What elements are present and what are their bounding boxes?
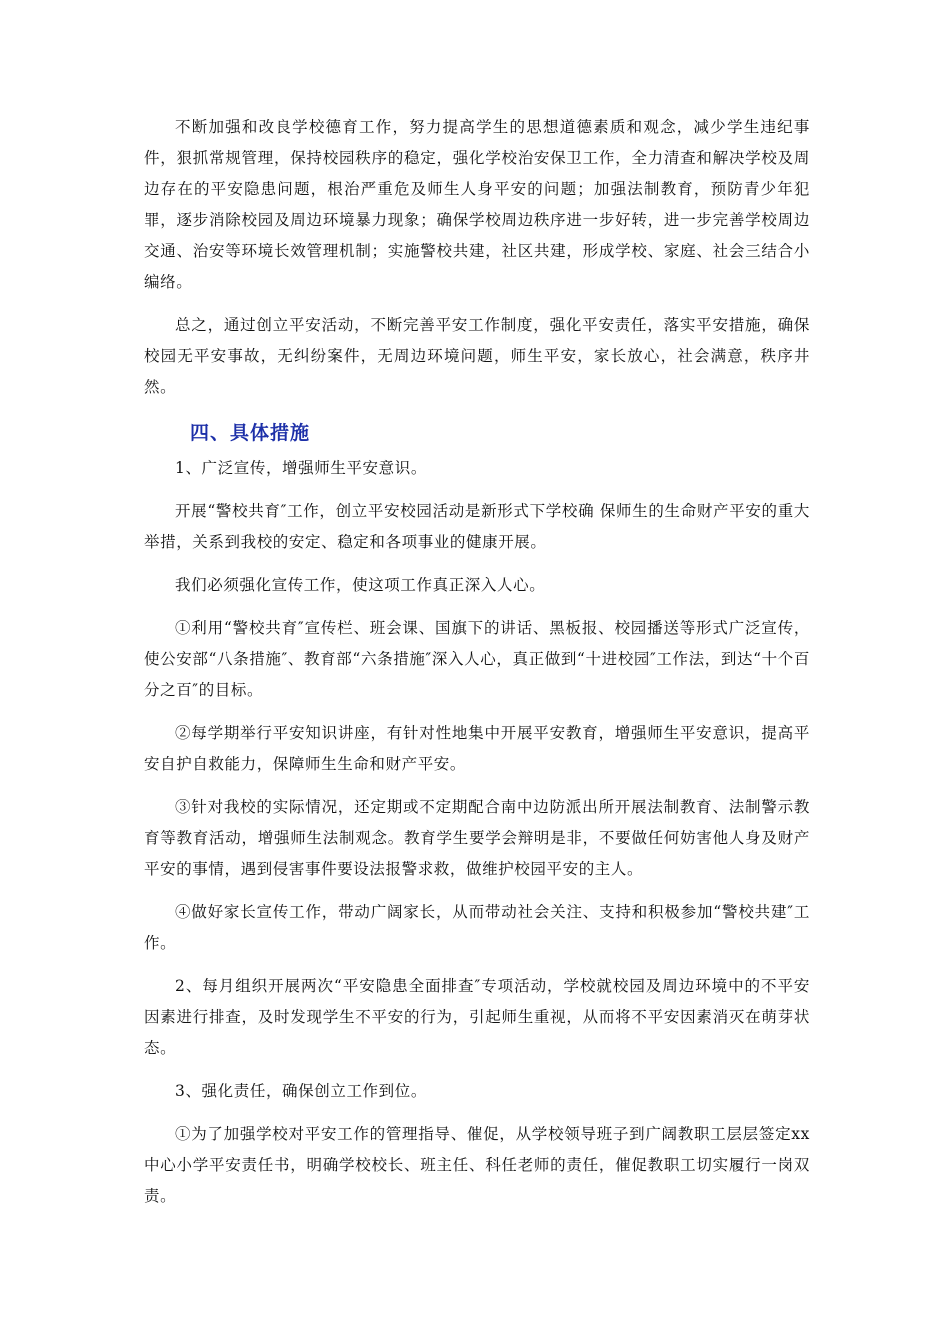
paragraph-responsibility: ①为了加强学校对平安工作的管理指导、催促，从学校领导班子到广阔教职工层层签定xx中心小学平安责任书，明确学校校长、班主任、科任老师的责任，催促教职工切实履行一岗双责。 (144, 1125, 810, 1205)
paragraph-police-school: 开展“警校共育″工作，创立平安校园活动是新形式下学校确 保师生的生命财产平安的重大举措，关系到我校的安定、稳定和各项事业的健康开展。 (144, 502, 810, 551)
paragraph-point-3: ③针对我校的实际情况，还定期或不定期配合南中边防派出所开展法制教育、法制警示教育等教育活动，增强师生法制观念。教育学生要学会辩明是非，不要做任何妨害他人身及财产平安的事情，遇到侵害事件要设法报警求救，做维护校园平安的主人。 (144, 798, 810, 878)
paragraph-point-1: ①利用“警校共育″宣传栏、班会课、国旗下的讲话、黑板报、校园播送等形式广泛宣传，使公安部“八条措施″、教育部“六条措施″深入人心，真正做到“十进校园″工作法，到达“十个百分之百″的目标。 (144, 619, 810, 699)
paragraph-summary: 总之，通过创立平安活动，不断完善平安工作制度，强化平安责任，落实平安措施，确保校园无平安事故，无纠纷案件，无周边环境问题，师生平安，家长放心，社会满意，秩序井然。 (144, 316, 810, 396)
item-3-heading: 3、强化责任，确保创立工作到位。 (175, 1082, 427, 1100)
item-1-heading: 1、广泛宣传，增强师生平安意识。 (175, 459, 427, 477)
paragraph-point-2: ②每学期举行平安知识讲座，有针对性地集中开展平安教育，增强师生平安意识，提高平安自护自救能力，保障师生生命和财产平安。 (144, 724, 810, 773)
paragraph-publicity: 我们必须强化宣传工作，使这项工作真正深入人心。 (175, 576, 546, 594)
paragraph-moral-education: 不断加强和改良学校德育工作，努力提高学生的思想道德素质和观念，减少学生违纪事件，狠抓常规管理，保持校园秩序的稳定，强化学校治安保卫工作，全力清查和解决学校及周边存在的平安隐患问题，根治严重危及师生人身平安的问题；加强法制教育，预防青少年犯罪，逐步消除校园及周边环境暴力现象；确保学校周边秩序进一步好转，进一步完善学校周边交通、治安等环境长效管理机制；实施警校共建，社区共建，形成学校、家庭、社会三结合小编络。 (144, 118, 810, 291)
item-2-paragraph: 2、每月组织开展两次“平安隐患全面排查″专项活动，学校就校园及周边环境中的不平安因素进行排查，及时发现学生不平安的行为，引起师生重视，从而将不平安因素消灭在萌芽状态。 (144, 977, 810, 1057)
paragraph-point-4: ④做好家长宣传工作，带动广阔家长，从而带动社会关注、支持和积极参加“警校共建″工作。 (144, 903, 810, 952)
document-page (144, 112, 810, 1212)
section-heading-measures: 四、具体措施 (190, 422, 311, 444)
